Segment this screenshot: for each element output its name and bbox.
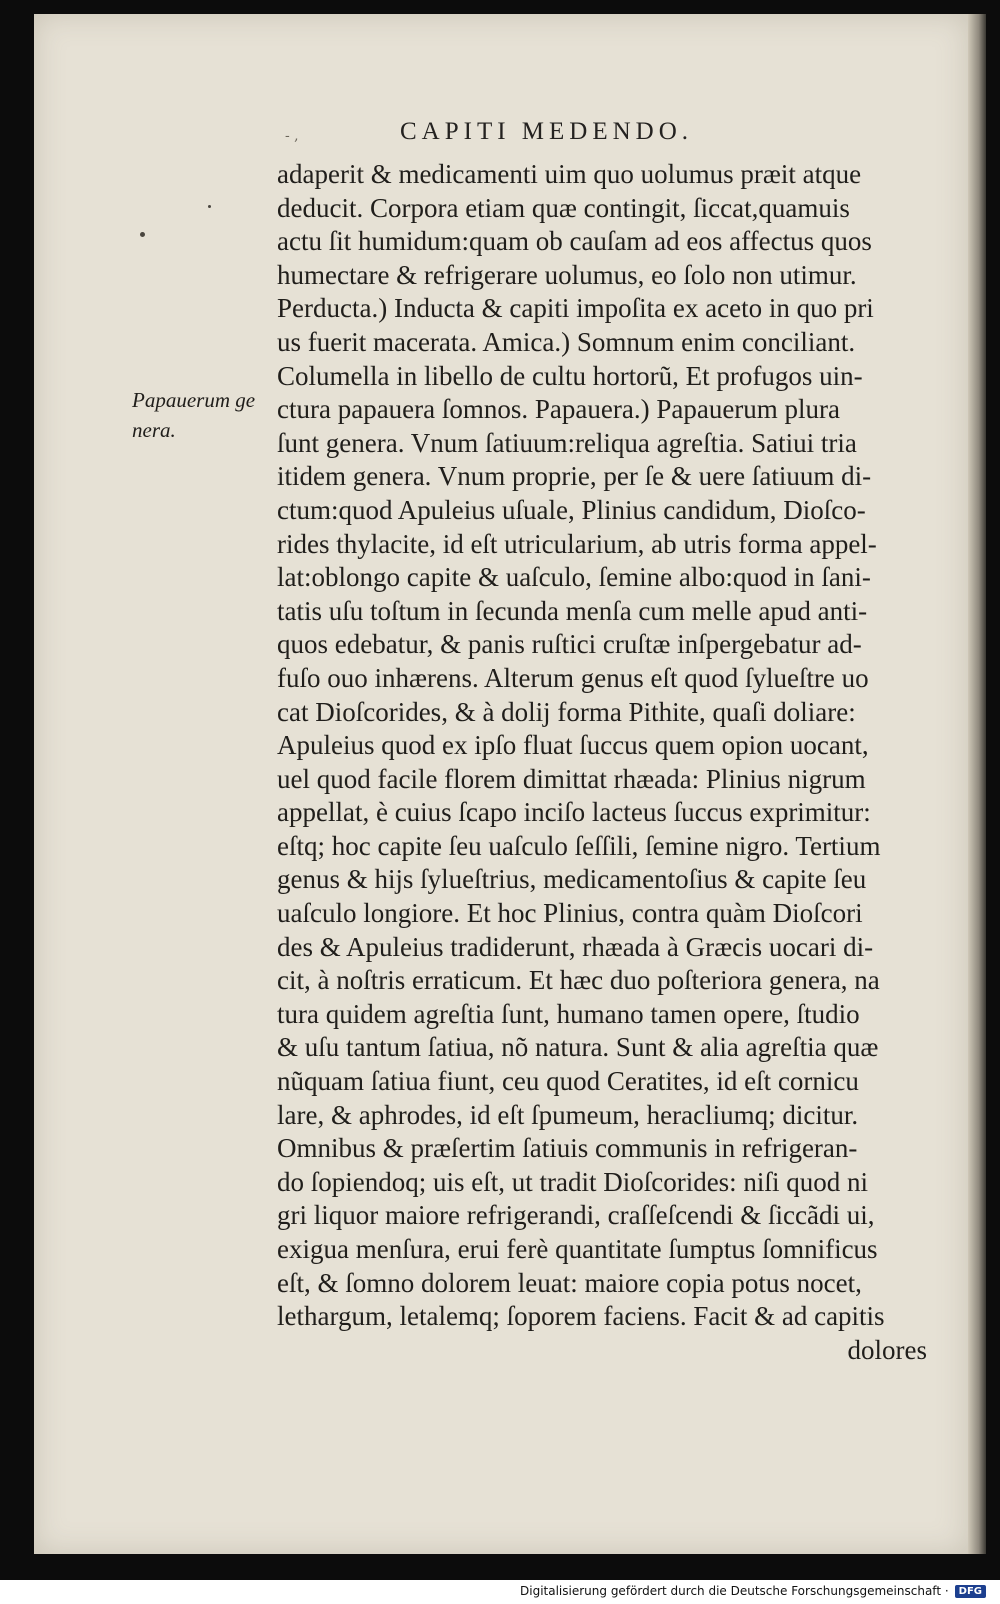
text-line: us fuerit macerata. Amica.) Somnum enim conciliant. xyxy=(277,326,856,357)
dfg-logo: DFG xyxy=(955,1585,986,1598)
margin-note-line: Papauerum ge xyxy=(132,388,256,412)
text-line: humectare & refrigerare uolumus, eo ſolo non utimur. xyxy=(277,259,857,290)
text-line: deducit. Corpora etiam quæ contingit, ſiccat,quamuis xyxy=(277,192,850,223)
text-line: cat Dioſcorides, & à dolĳ forma Pithite, quaſi doliare: xyxy=(277,696,856,727)
text-line: uaſculo longiore. Et hoc Plinius, contra quàm Dioſcori xyxy=(277,898,863,929)
text-line: fuſo ouo inhærens. Alterum genus eſt quod ſylueſtre uo xyxy=(277,662,869,693)
ink-speck xyxy=(208,205,211,208)
text-line: adaperit & medicamenti uim quo uolumus præit atque xyxy=(277,159,862,189)
running-head: CAPITI MEDENDO. xyxy=(400,118,694,145)
text-line: rides thylacite, id eſt utricularium, ab utris forma appel- xyxy=(277,528,877,559)
footer-credit xyxy=(520,1584,986,1598)
text-line: & uſu tantum ſatiua, nõ natura. Sunt & alia agreſtia quæ xyxy=(277,1032,879,1063)
text-line: Apuleius quod ex ipſo fluat ſuccus quem opion uocant, xyxy=(277,730,869,761)
head-mark: - , xyxy=(285,128,299,144)
text-line: gri liquor maiore refrigerandi, craſſeſcendi & ſiccãdi ui, xyxy=(277,1200,875,1231)
text-line: Perducta.) Inducta & capiti impoſita ex aceto in quo pri xyxy=(277,293,874,324)
page-edge xyxy=(968,14,986,1554)
text-line: ctum:quod Apuleius uſuale, Plinius candidum, Dioſco- xyxy=(277,494,866,525)
text-line: Columella in libello de cultu hortorũ, Et profugos uin- xyxy=(277,360,863,391)
funding-credit: Digitalisierung gefördert durch die Deutsche Forschungsgemeinschaft · xyxy=(520,1584,949,1598)
text-line: exigua menſura, erui ferè quantitate ſumptus ſomnificus xyxy=(277,1234,878,1264)
text-line: quos edebatur, & panis ruſtici cruſtæ inſpergebatur ad- xyxy=(277,629,862,660)
text-line: actu ſit humidum:quam ob cauſam ad eos affectus quos xyxy=(277,226,872,257)
text-line: ſunt genera. Vnum ſatiuum:reliqua agreſtia. Satiui tria xyxy=(277,427,857,458)
text-line: eſt, & ſomno dolorem leuat: maiore copia potus nocet, xyxy=(277,1267,862,1298)
text-line: Omnibus & præſertim ſatiuis communis in refrigeran- xyxy=(277,1133,858,1164)
ink-speck xyxy=(140,232,145,237)
text-line: uel quod facile florem dimittat rhæada: Plinius nigrum xyxy=(277,763,866,794)
text-line: itidem genera. Vnum proprie, per ſe & uere ſatiuum di- xyxy=(277,461,872,492)
text-line: genus & hĳs ſylueſtrius, medicamentoſius & capite ſeu xyxy=(277,864,867,895)
text-line: ctura papauera ſomnos. Papauera.) Papauerum plura xyxy=(277,394,841,425)
text-line: cit, à noſtris erraticum. Et hæc duo poſteriora genera, na xyxy=(277,965,880,996)
margin-note-line: nera. xyxy=(132,418,176,442)
text-line: appellat, è cuius ſcapo inciſo lacteus ſuccus exprimitur: xyxy=(277,797,871,828)
text-line: tatis uſu toſtum in ſecunda menſa cum melle apud anti- xyxy=(277,595,868,626)
catchword: dolores xyxy=(847,1334,927,1365)
text-line: lat:oblongo capite & uaſculo, ſemine albo:quod in ſani- xyxy=(277,562,871,593)
text-line: nũquam ſatiua fiunt, ceu quod Ceratites, id eſt cornicu xyxy=(277,1066,859,1097)
text-line: do ſopiendoq; uis eſt, ut tradit Dioſcorides: niſi quod ni xyxy=(277,1166,868,1197)
text-line: lethargum, letalemq; ſoporem faciens. Facit & ad capitis xyxy=(277,1301,885,1332)
body-text xyxy=(277,158,967,1367)
margin-note xyxy=(132,385,272,445)
text-line: tura quidem agreſtia ſunt, humano tamen opere, ſtudio xyxy=(277,998,860,1029)
text-line: eſtq; hoc capite ſeu uaſculo ſeſſili, ſemine nigro. Tertium xyxy=(277,830,881,861)
text-line: des & Apuleius tradiderunt, rhæada à Græcis uocari di- xyxy=(277,931,874,962)
text-line: lare, & aphrodes, id eſt ſpumeum, heracliumq; dicitur. xyxy=(277,1099,859,1130)
